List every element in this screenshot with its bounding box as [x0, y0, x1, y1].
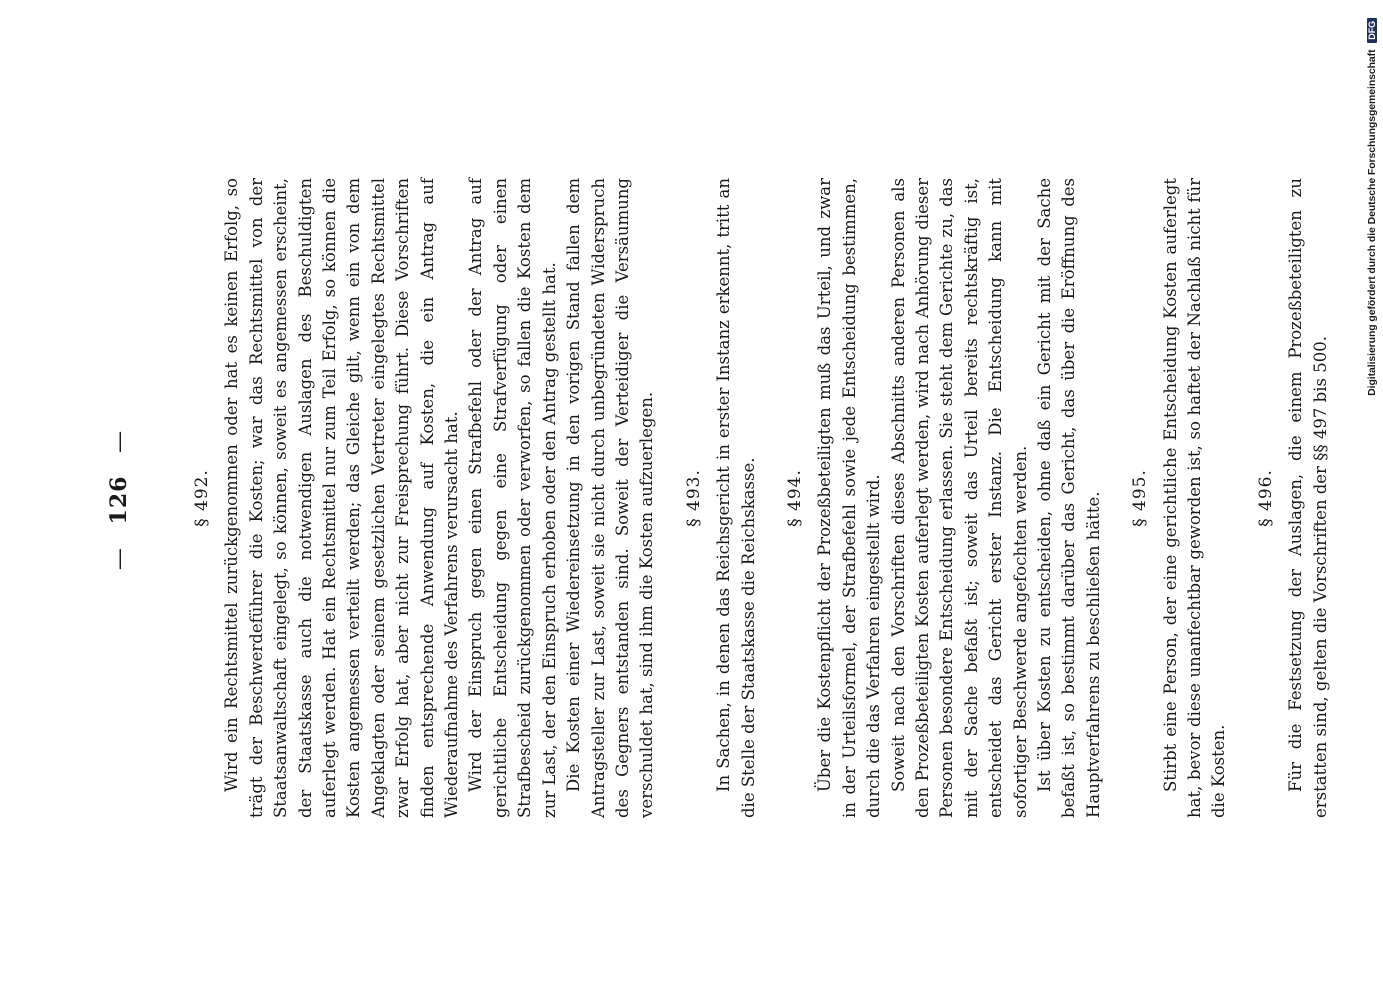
credit-text: Digitalisierung gefördert durch die Deutsche Forschungsgemeinschaft	[1366, 49, 1378, 396]
section-493	[682, 178, 761, 818]
paragraph: Wird der Einspruch gegen einen Strafbefehl oder der Antrag auf gerichtliche Entscheidung gegen eine Strafverfügung oder einen Strafbescheid zurückgenommen oder verworfen, so fallen die Kosten dem zur Last, der den Einspruch erhoben oder den Antrag gestellt hat.	[466, 178, 559, 818]
section-title: § 495.	[1130, 469, 1151, 527]
paragraph: Wird ein Rechtsmittel zurückgenommen oder hat es keinen Erfolg, so trägt der Beschwerdeführer die Kosten; war das Rechtsmittel von der Staatsanwaltschaft eingelegt, so können, soweit es angemessen erscheint, der Staatskasse auch die notwendigen Auslagen des Beschuldigten auferlegt werden. Hat ein Rechtsmittel nur zum Teil Erfolg, so können die Kosten angemessen verteilt werden; das Gleiche gilt, wenn ein von dem Angeklagten oder seinem gesetzlichen Vertreter eingelegtes Rechtsmittel zwar Erfolg hat, aber nicht zur Freisprechung führt. Diese Vorschriften finden entsprechende Anwendung auf Kosten, die ein Antrag auf Wiederaufnahme des Verfahrens verursacht hat.	[222, 178, 462, 818]
paragraph: Stirbt eine Person, der eine gerichtliche Entscheidung Kosten auferlegt hat, bevor diese unanfechtbar geworden ist, so haftet der Nachlaß nicht für die Kosten.	[1160, 178, 1229, 818]
section-title: § 496.	[1255, 469, 1276, 527]
page-header	[106, 0, 146, 1000]
paragraph: Für die Festsetzung der Auslagen, die einem Prozeßbeteiligten zu erstatten sind, gelten die Vorschriften der §§ 497 bis 500.	[1286, 178, 1330, 818]
page-body	[180, 178, 1355, 818]
dfg-logo: DFG	[1367, 18, 1377, 43]
section-496	[1254, 178, 1333, 818]
header-dash-left: —	[107, 547, 132, 571]
paragraph: Über die Kostenpflicht der Prozeßbeteiligten muß das Urteil, und zwar in der Urteilsformel, der Strafbefehl sowie jede Entscheidung bestimmen, durch die das Verfahren eingestellt wird.	[815, 178, 884, 818]
digitization-credit	[1366, 0, 1380, 1000]
section-title: § 492.	[192, 469, 212, 527]
paragraph: Die Kosten einer Wiedereinsetzung in den vorigen Stand fallen dem Antragsteller zur Last, soweit sie nicht durch unbegründeten Widerspruch des Gegners entstanden sind. Soweit der Verteidiger die Versäumung verschuldet hat, sind ihm die Kosten aufzuerlegen.	[564, 178, 657, 818]
paragraph: Soweit nach den Vorschriften dieses Abschnitts anderen Personen als den Prozeßbeteiligten Kosten auferlegt werden, wird nach Anhörung dieser Personen besondere Entscheidung erlassen. Sie steht dem Gerichte zu, das mit der Sache befaßt ist; soweit das Urteil bereits rechtskräftig ist, entscheidet das Gericht erster Instanz. Die Entscheidung kann mit sofortiger Beschwerde angefochten werden.	[888, 178, 1030, 818]
section-492	[190, 178, 660, 818]
section-494	[783, 178, 1106, 818]
section-title: § 494.	[784, 469, 805, 527]
section-495	[1128, 178, 1232, 818]
section-title: § 493.	[683, 469, 704, 527]
paragraph: Ist über Kosten zu entscheiden, ohne daß ein Gericht mit der Sache befaßt ist, so bestimmt darüber das Gericht, das über die Eröffnung des Hauptverfahrens zu beschließen hätte.	[1035, 178, 1103, 818]
page-number: 126	[106, 475, 132, 525]
header-dash-right: —	[107, 429, 132, 453]
paragraph: In Sachen, in denen das Reichsgericht in erster Instanz erkennt, tritt an die Stelle der Staatskasse die Reichskasse.	[714, 178, 758, 818]
